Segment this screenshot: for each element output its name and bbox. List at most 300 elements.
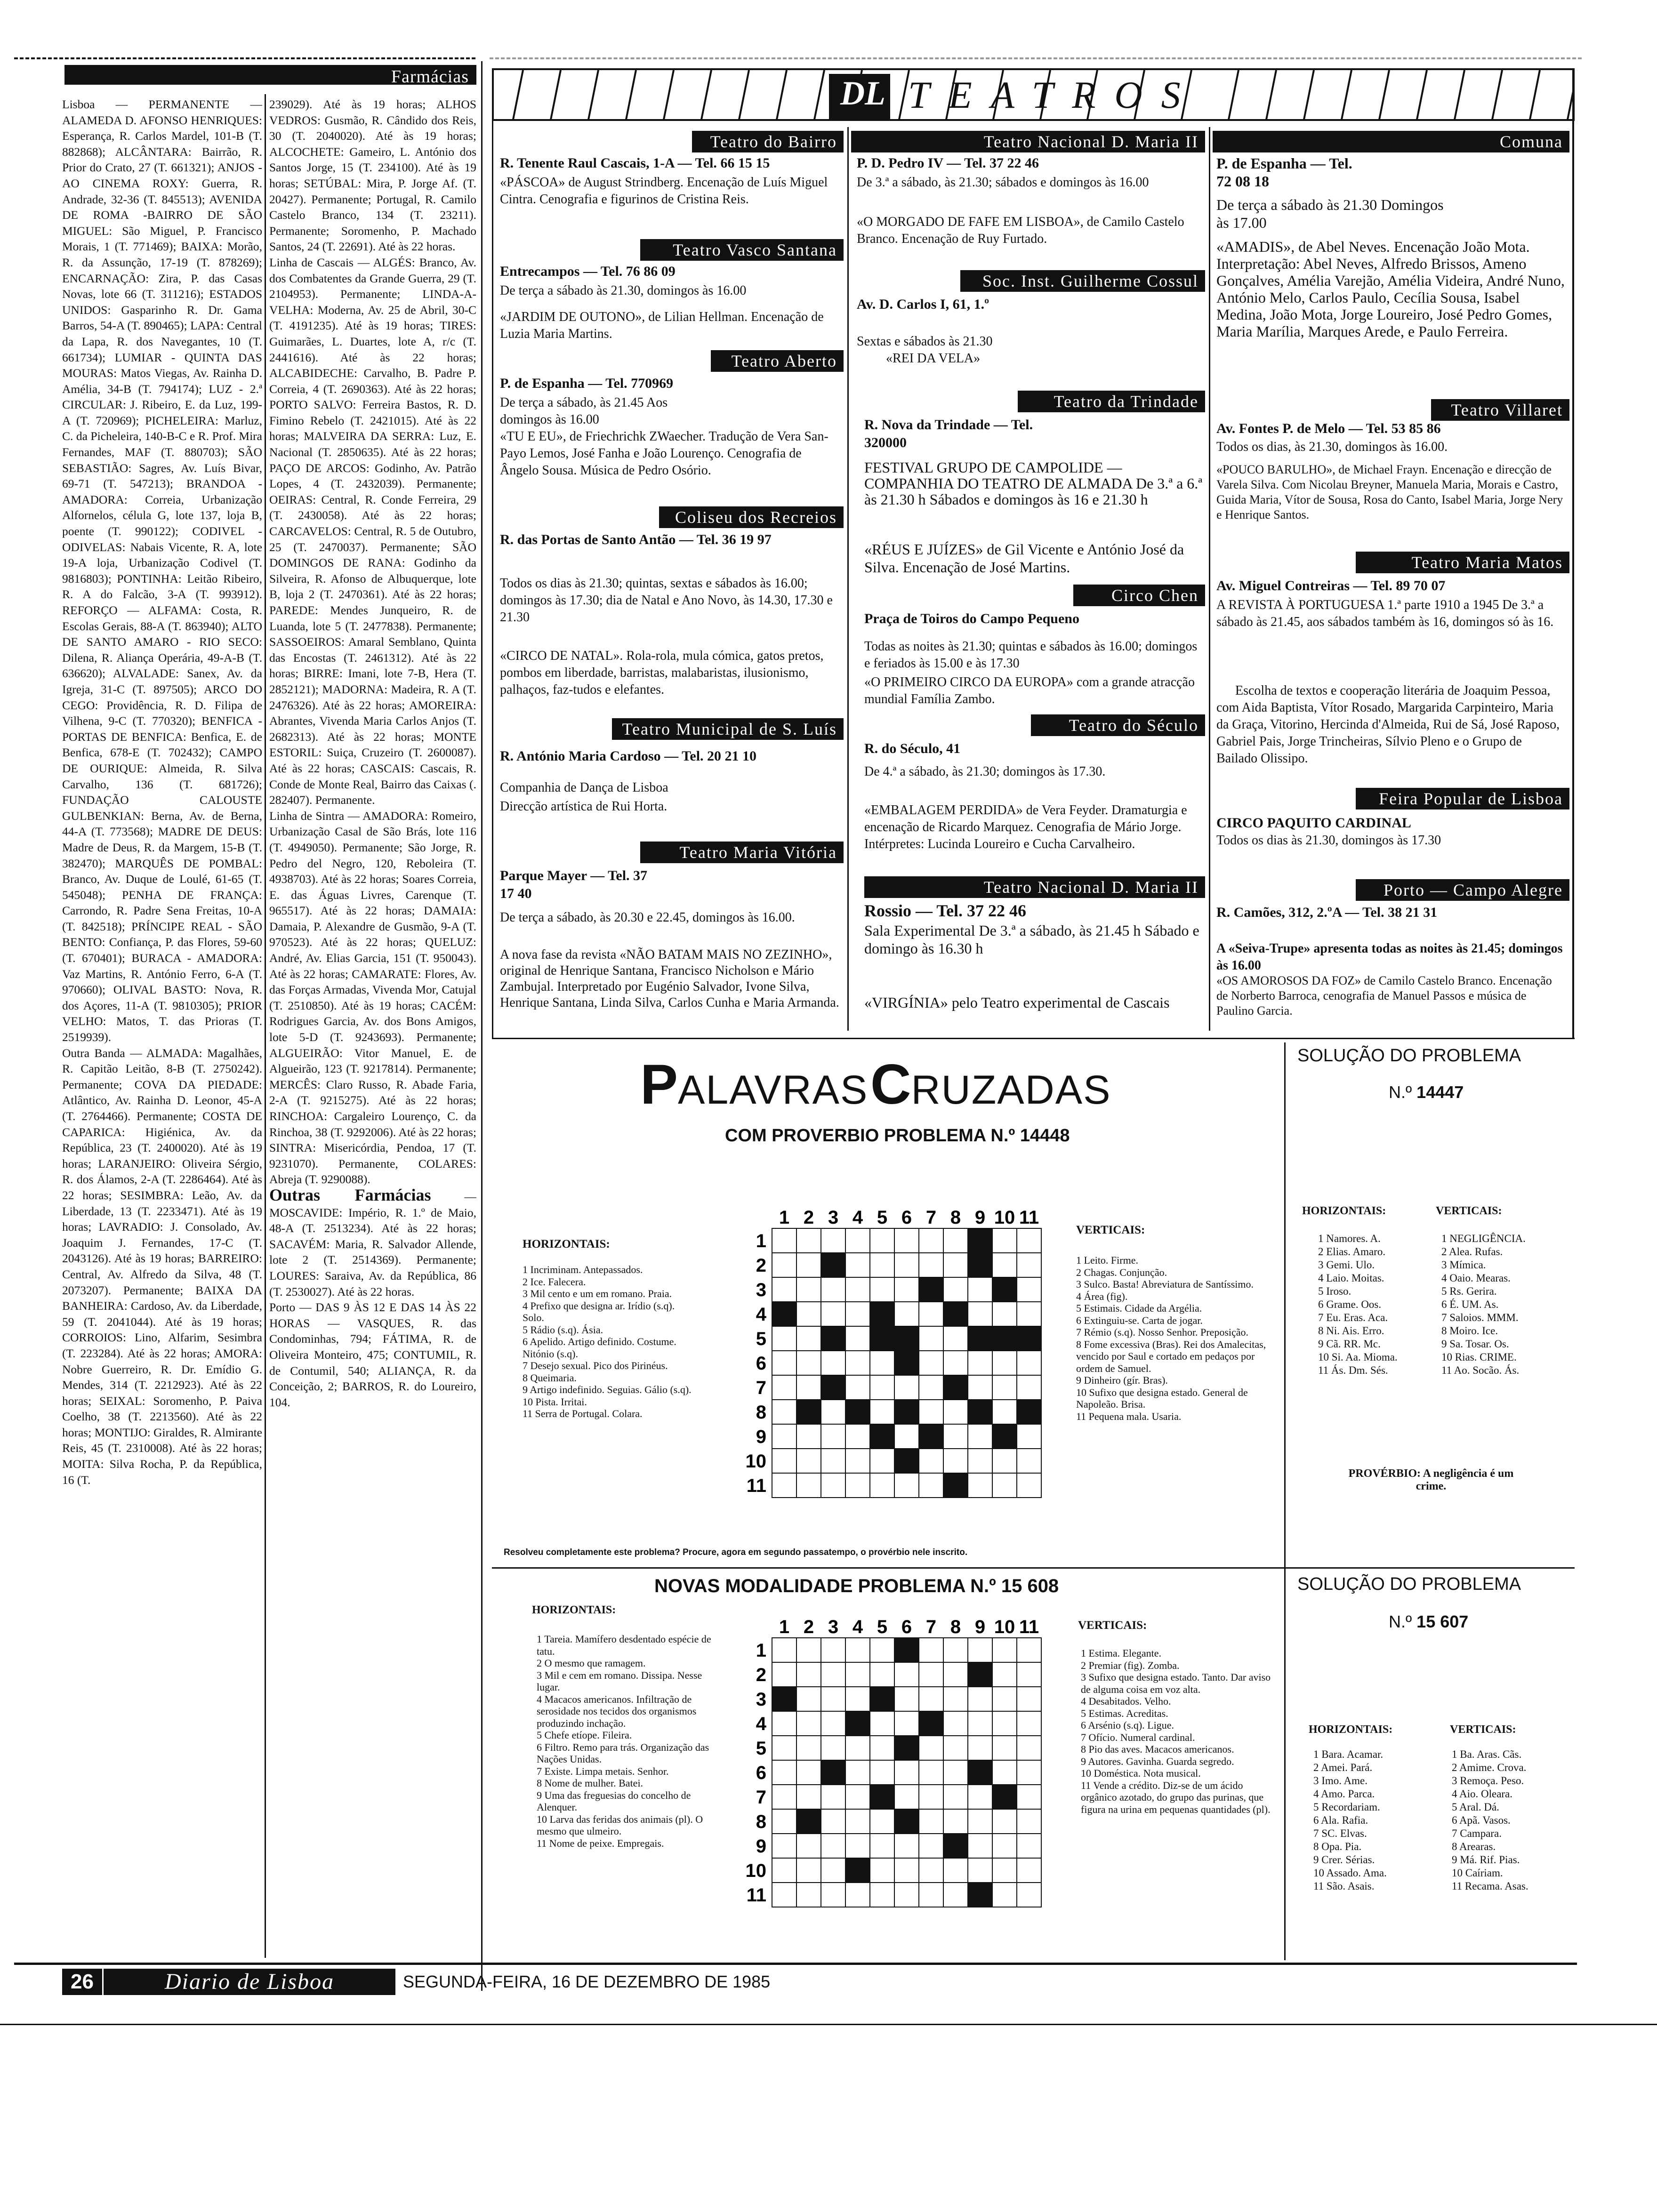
theatre-description: «TU E EU», de Friechrichk ZWaecher. Tradução de Vera San-Payo Lemos, José Fanha e João Lourenço. Cenografia de Ângelo Sousa. Música de Pedro Osório. [500,429,828,478]
grid-cell[interactable] [1017,1449,1041,1473]
theatre-header: Comuna [1213,131,1569,152]
grid-row-number: 2 [756,1255,766,1276]
grid-column-number: 3 [828,1617,839,1637]
grid-cell[interactable] [870,1375,894,1400]
grid-cell[interactable] [943,1253,968,1277]
grid-cell[interactable] [992,1302,1017,1326]
grid-column-number: 4 [852,1207,863,1228]
grid-column-number: 1 [779,1207,790,1228]
farmacias-setubal-text: 239029). Até às 19 horas; ALHOS VEDROS: Gusmão, R. Cândido dos Reis, 30 (T. 2040020). Até às 19 horas; ALCOCHETE: Gameiro, L. António dos Santos Jorge, 15 (T. 234100). Até às 19 horas; SETÚBAL: Mira, P. Jorge Af. (T. 20427). Permanente; Portugal, R. Camilo Castelo Branco, 134 (T. 23211). Permanente; Soromenho, P. Machado Santos, 24 (T. 22691). Até às 22 horas. [269,97,476,254]
grid-cell[interactable] [992,1228,1017,1253]
grid-cell[interactable] [772,1809,796,1834]
grid-cell[interactable] [845,1760,870,1785]
grid-cell[interactable] [845,1834,870,1858]
grid-cell[interactable] [1017,1687,1041,1711]
grid-cell[interactable] [796,1711,821,1736]
grid-cell[interactable] [772,1638,796,1662]
grid-cell[interactable] [894,1883,919,1907]
theatre-schedule: Todos os dias às 21.30; quintas, sextas e sábados às 16.00; domingos às 17.30; dia de Natal e Ano Novo, às 14.30, 17.30 e 21.30 [500,576,833,625]
solution1-horiz-label: HORIZONTAIS: [1302,1205,1386,1217]
grid-cell[interactable] [894,1424,919,1449]
farmacias-label: Farmácias [391,67,469,87]
theatre-description: «JARDIM DE OUTONO», de Lilian Hellman. Encenação de Luzia Maria Martins. [500,310,824,341]
grid-row-number: 10 [745,1860,766,1881]
grid-cell[interactable] [943,1858,968,1883]
grid-cell[interactable] [968,1638,992,1662]
grid-cell[interactable] [894,1277,919,1302]
crossword-separator [492,1567,1575,1569]
grid-cell[interactable] [870,1736,894,1760]
crossword2-horiz-clues: 1 Tareia. Mamífero desdentado espécie de tatu. 2 O mesmo que ramagem. 3 Mil e cem em romano. Dissipa. Nesse lugar. 4 Macacos americanos. Infiltração de serosidade nos tecidos dos organismos produzindo inchação. 5 Chefe etíope. Fileira. 6 Filtro. Remo para trás. Organização das Nações Unidas. 7 Existe. Limpa metais. Senhor. 8 Nome de mulher. Batei. 9 Uma das freguesias do concelho de Alenquer. 10 Larva das feridas dos animais (pl). O mesmo que ulmeiro. 11 Nome de peixe. Empregais. [537,1633,711,1849]
outras-farmacias-heading: Outras Farmácias [269,1185,431,1204]
grid-cell[interactable] [772,1228,796,1253]
grid-column-number: 7 [925,1617,937,1637]
solution2-title: SOLUÇÃO DO PROBLEMA [1297,1574,1521,1594]
grid-cell[interactable] [894,1375,919,1400]
grid-cell[interactable] [796,1302,821,1326]
grid-cell[interactable] [968,1736,992,1760]
grid-cell[interactable] [992,1711,1017,1736]
grid-cell[interactable] [919,1760,943,1785]
grid-cell[interactable] [1017,1711,1041,1736]
grid-cell[interactable] [845,1662,870,1687]
grid-cell[interactable] [919,1375,943,1400]
grid-black-cell [968,1883,992,1907]
grid-cell[interactable] [772,1858,796,1883]
grid-cell[interactable] [821,1228,845,1253]
grid-cell[interactable] [796,1473,821,1498]
grid-cell[interactable] [894,1473,919,1498]
grid-cell[interactable] [943,1736,968,1760]
grid-column-number: 10 [994,1207,1015,1228]
newspaper-name: Diario de Lisboa [164,1969,335,1994]
grid-cell[interactable] [894,1228,919,1253]
grid-cell[interactable] [992,1662,1017,1687]
grid-cell[interactable] [919,1228,943,1253]
grid-cell[interactable] [968,1809,992,1834]
theatre-address: R. das Portas de Santo Antão — Tel. 36 19 97 [500,532,772,547]
theatre-address: Av. Fontes P. de Melo — Tel. 53 85 86 [1216,421,1441,436]
grid-row-number: 7 [756,1787,766,1808]
theatre-address: Av. Miguel Contreiras — Tel. 89 70 07 [1216,578,1446,593]
grid-cell[interactable] [821,1785,845,1809]
grid-black-cell [919,1424,943,1449]
theatre-description: «CIRCO DE NATAL». Rola-rola, mula cómica, gatos pretos, pombos em liberdade, barristas, malabaristas, ilusionismo, palhaços, faz-tudos e elefantes. [500,649,824,697]
grid-cell[interactable] [772,1424,796,1449]
solution1-number: N.º 14447 [1389,1082,1464,1102]
grid-cell[interactable] [821,1662,845,1687]
grid-cell[interactable] [796,1858,821,1883]
grid-cell[interactable] [968,1785,992,1809]
grid-cell[interactable] [796,1351,821,1375]
grid-cell[interactable] [943,1351,968,1375]
theatre-header: Coliseu dos Recreios [659,506,844,528]
theatre-address: P. D. Pedro IV — Tel. 37 22 46 [857,155,1039,171]
grid-row-number: 9 [756,1836,766,1857]
solution2-horiz: 1 Bara. Acamar. 2 Amei. Pará. 3 Imo. Ame. 4 Amo. Parca. 5 Recordariam. 6 Ala. Rafia. 7 SC. Elvas. 8 Opa. Pia. 9 Crer. Sérias. 10 Assado. Ama. 11 São. Asais. [1313,1748,1387,1892]
grid-cell[interactable] [821,1302,845,1326]
grid-cell[interactable] [943,1449,968,1473]
grid-cell[interactable] [1017,1736,1041,1760]
grid-cell[interactable] [845,1687,870,1711]
grid-cell[interactable] [1017,1858,1041,1883]
grid-cell[interactable] [772,1760,796,1785]
grid-cell[interactable] [1017,1375,1041,1400]
grid-cell[interactable] [845,1424,870,1449]
grid-cell[interactable] [943,1638,968,1662]
grid-black-cell [968,1760,992,1785]
grid-cell[interactable] [772,1736,796,1760]
grid-cell[interactable] [845,1302,870,1326]
grid-column-number: 2 [803,1617,814,1637]
grid-column-number: 3 [828,1207,839,1228]
grid-cell[interactable] [992,1736,1017,1760]
grid-cell[interactable] [796,1638,821,1662]
grid-cell[interactable] [870,1253,894,1277]
grid-cell[interactable] [796,1375,821,1400]
grid-cell[interactable] [943,1277,968,1302]
theatre-schedule: De 3.ª a sábado, às 21.30; sábados e domingos às 16.00 [857,175,1149,190]
grid-cell[interactable] [919,1687,943,1711]
grid-cell[interactable] [796,1228,821,1253]
grid-cell[interactable] [992,1834,1017,1858]
grid-cell[interactable] [992,1809,1017,1834]
grid-black-cell [870,1785,894,1809]
grid-cell[interactable] [943,1400,968,1424]
grid-black-cell [845,1400,870,1424]
grid-cell[interactable] [919,1473,943,1498]
crossword2-vert-label: VERTICAIS: [1078,1619,1147,1632]
grid-cell[interactable] [796,1834,821,1858]
grid-cell[interactable] [992,1351,1017,1375]
grid-cell[interactable] [772,1400,796,1424]
grid-cell[interactable] [1017,1351,1041,1375]
grid-row-number: 6 [756,1353,766,1374]
grid-cell[interactable] [772,1473,796,1498]
grid-cell[interactable] [1017,1638,1041,1662]
grid-cell[interactable] [992,1687,1017,1711]
grid-cell[interactable] [845,1638,870,1662]
grid-cell[interactable] [796,1785,821,1809]
grid-cell[interactable] [992,1375,1017,1400]
grid-cell[interactable] [845,1326,870,1351]
grid-cell[interactable] [992,1638,1017,1662]
grid-black-cell [968,1253,992,1277]
grid-black-cell [968,1400,992,1424]
grid-cell[interactable] [821,1687,845,1711]
grid-cell[interactable] [1017,1785,1041,1809]
solution1-proverb: PROVÉRBIO: A negligência é um crime. [1348,1467,1514,1492]
grid-cell[interactable] [821,1449,845,1473]
grid-cell[interactable] [943,1424,968,1449]
grid-cell[interactable] [919,1638,943,1662]
grid-cell[interactable] [968,1687,992,1711]
grid-cell[interactable] [1017,1424,1041,1449]
farmacias-column-1 [62,96,262,1956]
grid-cell[interactable] [968,1858,992,1883]
theatre-schedule: Todas as noites às 21.30; quintas e sábados às 16.00; domingos e feriados às 15.00 e às 17.30 [864,639,1198,671]
grid-cell[interactable] [894,1834,919,1858]
grid-cell[interactable] [992,1253,1017,1277]
grid-cell[interactable] [796,1449,821,1473]
crossword1-subtitle: COM PROVERBIO PROBLEMA N.º 14448 [725,1126,1070,1146]
grid-column-number: 6 [901,1207,912,1228]
grid-cell[interactable] [968,1375,992,1400]
grid-cell[interactable] [796,1687,821,1711]
theatre-address: Entrecampos — Tel. 76 86 09 [500,264,676,279]
grid-cell[interactable] [772,1277,796,1302]
grid-cell[interactable] [845,1473,870,1498]
grid-cell[interactable] [796,1662,821,1687]
page-bottom-rule [0,2024,1657,2025]
grid-cell[interactable] [894,1711,919,1736]
grid-cell[interactable] [894,1687,919,1711]
grid-black-cell [992,1277,1017,1302]
grid-cell[interactable] [870,1277,894,1302]
grid-cell[interactable] [943,1687,968,1711]
grid-cell[interactable] [894,1253,919,1277]
grid-column-number: 10 [994,1617,1015,1637]
grid-cell[interactable] [870,1351,894,1375]
grid-column-number: 7 [925,1207,937,1228]
grid-row-number: 3 [756,1689,766,1710]
grid-row-number: 7 [756,1378,766,1398]
grid-cell[interactable] [894,1302,919,1326]
theatre-header: Feira Popular de Lisboa [1356,788,1569,809]
theatre-description: «O MORGADO DE FAFE EM LISBOA», de Camilo Castelo Branco. Encenação de Ruy Furtado. [857,215,1184,246]
grid-cell[interactable] [1017,1473,1041,1498]
theatre-column-rule [1209,127,1210,1031]
title-cap-c: C [870,1053,911,1116]
grid-cell[interactable] [968,1351,992,1375]
grid-cell[interactable] [796,1736,821,1760]
grid-cell[interactable] [870,1449,894,1473]
grid-cell[interactable] [919,1736,943,1760]
grid-cell[interactable] [968,1424,992,1449]
grid-cell[interactable] [870,1858,894,1883]
grid-black-cell [943,1473,968,1498]
grid-cell[interactable] [821,1736,845,1760]
theatre-header: Teatro Maria Matos [1356,552,1569,573]
theatre-schedule: Sextas e sábados às 21.30 [857,334,993,349]
theatre-header: Teatro do Século [1031,714,1205,736]
grid-column-number: 1 [779,1617,790,1637]
grid-cell[interactable] [821,1638,845,1662]
solution1-horiz: 1 Namores. A. 2 Elias. Amaro. 3 Gemi. Ulo. 4 Laio. Moitas. 5 Iroso. 6 Grame. Oos. 7 Eu. Eras. Aca. 8 Ni. Ais. Erro. 9 Cã. RR. Mc. 10 Si. Aa. Mioma. 11 Ás. Dm. Sés. [1318,1233,1398,1376]
grid-cell[interactable] [992,1760,1017,1785]
grid-cell[interactable] [1017,1277,1041,1302]
grid-cell[interactable] [943,1326,968,1351]
solution1-vert: 1 NEGLIGÊNCIA. 2 Alea. Rufas. 3 Mímica. 4 Oaio. Mearas. 5 Rs. Gerira. 6 É. UM. As. 7 Saloios. MMM. 8 Moiro. Ice. 9 Sa. Tosar. Os. 10 Rias. CRIME. 11 Ao. Socão. Ás. [1441,1233,1526,1376]
grid-cell[interactable] [919,1326,943,1351]
grid-cell[interactable] [1017,1834,1041,1858]
grid-black-cell [870,1326,894,1351]
grid-cell[interactable] [919,1449,943,1473]
grid-cell[interactable] [870,1638,894,1662]
grid-cell[interactable] [870,1473,894,1498]
grid-cell[interactable] [796,1277,821,1302]
grid-cell[interactable] [943,1228,968,1253]
grid-cell[interactable] [943,1662,968,1687]
grid-cell[interactable] [919,1253,943,1277]
grid-cell[interactable] [919,1302,943,1326]
grid-black-cell [919,1711,943,1736]
grid-cell[interactable] [943,1785,968,1809]
grid-black-cell [870,1687,894,1711]
grid-black-cell [772,1687,796,1711]
grid-cell[interactable] [1017,1662,1041,1687]
grid-cell[interactable] [821,1809,845,1834]
grid-cell[interactable] [821,1834,845,1858]
grid-cell[interactable] [1017,1228,1041,1253]
grid-cell[interactable] [821,1858,845,1883]
grid-cell[interactable] [821,1400,845,1424]
crossword1-grid-svg [744,1195,1054,1515]
grid-black-cell [870,1302,894,1326]
farmacias-porto-text: Porto — DAS 9 ÀS 12 E DAS 14 ÀS 22 HORAS — VASQUES, R. das Condominhas, 794; FÁTIMA, R. de Oliveira Monteiro, 475; CONTUMIL, R. de Contumil, 540; ALIANÇA, R. da Conceição, 2; BARROS, R. do Loureiro, 104. [269,1300,476,1409]
grid-cell[interactable] [870,1809,894,1834]
grid-cell[interactable] [1017,1302,1041,1326]
grid-cell[interactable] [992,1400,1017,1424]
grid-row-number: 5 [756,1329,766,1349]
crossword2-grid-svg [744,1605,1054,1934]
grid-cell[interactable] [992,1449,1017,1473]
grid-cell[interactable] [845,1351,870,1375]
grid-cell[interactable] [968,1302,992,1326]
grid-row-number: 4 [756,1714,766,1734]
theatre-description: Escolha de textos e cooperação literária de Joaquim Pessoa, com Aida Baptista, Vítor Rosado, Margarida Carpinteiro, Maria da Graça, Vitorino, Hercinda d'Almeida, Rui de Sá, José Raposo, Gabriel Pais, Jorge Trincheiras, Sílvio Pleno e o Grupo de Bailado Olissipo. [1216,683,1560,766]
grid-cell[interactable] [968,1277,992,1302]
grid-cell[interactable] [992,1858,1017,1883]
grid-cell[interactable] [919,1662,943,1687]
crossword2-vert-clues: 1 Estima. Elegante. 2 Premiar (fig). Zomba. 3 Sufixo que designa estado. Tanto. Dar aviso de alguma coisa em voz alta. 4 Desabitados. Velho. 5 Estimas. Acreditas. 6 Arsénio (s.q). Ligue. 7 Ofício. Numeral cardinal. 8 Pio das aves. Macacos americanos. 9 Autores. Gavinha. Guarda segredo. 10 Doméstica. Nota musical. 11 Vende a crédito. Diz-se de um ácido orgânico azotado, do grupo das purinas, que figura na urina em pequenas quantidades (pl). [1081,1647,1271,1815]
theatre-header: Teatro do Bairro Alto [692,131,844,152]
grid-row-number: 5 [756,1738,766,1759]
theatre-header: Teatro Vasco Santana [640,239,844,261]
grid-cell[interactable] [870,1711,894,1736]
grid-cell[interactable] [919,1809,943,1834]
grid-black-cell [992,1785,1017,1809]
grid-cell[interactable] [870,1834,894,1858]
grid-cell[interactable] [1017,1760,1041,1785]
grid-cell[interactable] [772,1326,796,1351]
crossword2-grid [744,1605,1054,1934]
grid-cell[interactable] [919,1785,943,1809]
grid-cell[interactable] [796,1760,821,1785]
grid-cell[interactable] [845,1883,870,1907]
theatre-address: R. do Século, 41 [864,741,961,756]
grid-cell[interactable] [845,1785,870,1809]
grid-cell[interactable] [821,1351,845,1375]
title-word-a: ALAVRAS [678,1067,869,1113]
grid-cell[interactable] [1017,1253,1041,1277]
theatre-schedule: Todos os dias às 21.30, domingos às 17.30 [1216,833,1441,848]
grid-cell[interactable] [870,1662,894,1687]
farmacias-header [64,65,476,85]
grid-cell[interactable] [943,1711,968,1736]
theatre-header: Teatro Municipal de S. Luís [612,718,844,740]
grid-cell[interactable] [821,1277,845,1302]
theatre-header: Teatro Aberto [711,350,844,372]
grid-cell[interactable] [845,1375,870,1400]
crossword1-horiz-clues: 1 Incriminam. Antepassados. 2 Ice. Falecera. 3 Mil cento e um em romano. Praia. 4 Prefixo que designa ar. Irídio (s.q). Solo. 5 Rádio (s.q). Ásia. 6 Apelido. Artigo definido. Costume. Nitónio (s.q). 7 Desejo sexual. Pico dos Pirinéus. 8 Queimaria. 9 Artigo indefinido. Seguias. Gálio (s.q). 10 Pista. Irritai. 11 Serra de Portugal. Colara. [523,1264,692,1419]
grid-cell[interactable] [845,1809,870,1834]
grid-cell[interactable] [772,1253,796,1277]
grid-cell[interactable] [821,1711,845,1736]
grid-cell[interactable] [796,1883,821,1907]
grid-cell[interactable] [992,1883,1017,1907]
grid-cell[interactable] [796,1253,821,1277]
grid-cell[interactable] [1017,1809,1041,1834]
grid-cell[interactable] [821,1473,845,1498]
grid-cell[interactable] [968,1449,992,1473]
grid-cell[interactable] [894,1662,919,1687]
theatre-address: R. Camões, 312, 2.ºA — Tel. 38 21 31 [1216,905,1438,920]
grid-cell[interactable] [821,1424,845,1449]
grid-cell[interactable] [968,1834,992,1858]
grid-cell[interactable] [894,1760,919,1785]
grid-cell[interactable] [919,1400,943,1424]
grid-cell[interactable] [968,1473,992,1498]
grid-cell[interactable] [943,1760,968,1785]
grid-cell[interactable] [772,1662,796,1687]
grid-cell[interactable] [821,1883,845,1907]
grid-cell[interactable] [845,1228,870,1253]
grid-cell[interactable] [943,1809,968,1834]
crossword-title [640,1052,1167,1116]
grid-cell[interactable] [772,1375,796,1400]
grid-cell[interactable] [772,1834,796,1858]
grid-cell[interactable] [772,1711,796,1736]
grid-cell[interactable] [772,1883,796,1907]
grid-cell[interactable] [968,1711,992,1736]
grid-cell[interactable] [845,1277,870,1302]
grid-cell[interactable] [870,1883,894,1907]
grid-cell[interactable] [870,1760,894,1785]
crossword1-grid [744,1195,1054,1515]
grid-cell[interactable] [919,1351,943,1375]
theatre-address: Parque Mayer — Tel. 37 17 40 [500,868,648,901]
grid-cell[interactable] [870,1400,894,1424]
grid-cell[interactable] [845,1736,870,1760]
grid-column-number: 4 [852,1617,863,1637]
grid-cell[interactable] [796,1326,821,1351]
solution1-vert-label: VERTICAIS: [1436,1205,1502,1217]
grid-cell[interactable] [796,1424,821,1449]
grid-cell[interactable] [845,1449,870,1473]
grid-cell[interactable] [772,1449,796,1473]
grid-cell[interactable] [772,1351,796,1375]
grid-black-cell [968,1228,992,1253]
farmacias-column-2 [269,96,476,1956]
grid-cell[interactable] [845,1253,870,1277]
grid-cell[interactable] [772,1785,796,1809]
grid-cell[interactable] [894,1785,919,1809]
grid-row-number: 8 [756,1811,766,1832]
grid-cell[interactable] [992,1473,1017,1498]
grid-cell[interactable] [870,1228,894,1253]
page-number-box [62,1969,102,1995]
grid-cell[interactable] [894,1858,919,1883]
teatros-left-border [492,68,493,1038]
grid-cell[interactable] [919,1858,943,1883]
grid-cell[interactable] [919,1883,943,1907]
footer-rule [14,1963,1577,1965]
grid-cell[interactable] [943,1883,968,1907]
theatre-schedule: A REVISTA À PORTUGUESA 1.ª parte 1910 a 1945 De 3.ª a sábado às 21.45, aos sábados também às 16, domingos só às 16. [1216,598,1554,629]
grid-cell[interactable] [919,1834,943,1858]
grid-cell[interactable] [1017,1883,1041,1907]
